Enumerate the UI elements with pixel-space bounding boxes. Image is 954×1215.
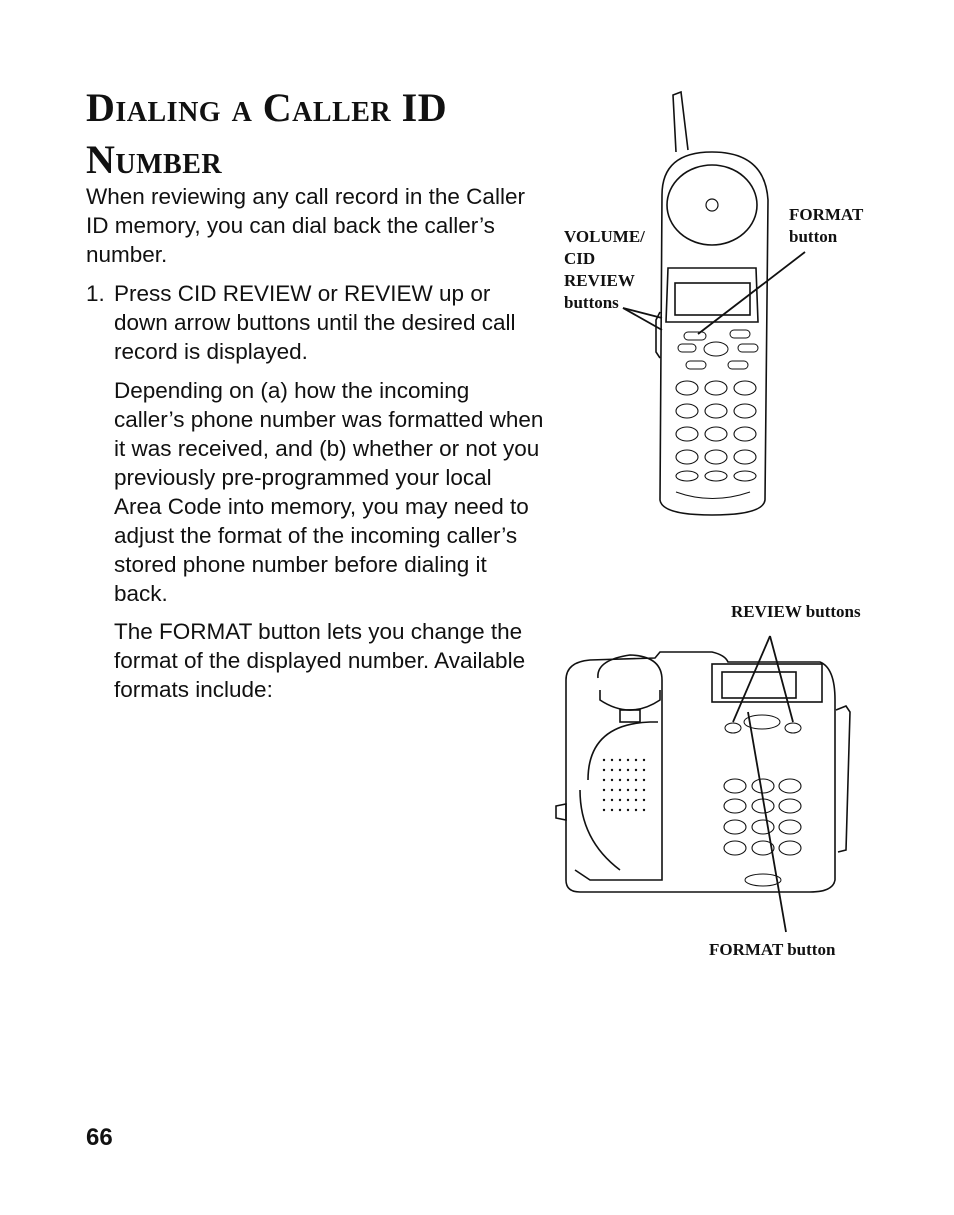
base-illustration [556, 652, 850, 892]
base-format-label: FORMAT button [709, 940, 836, 959]
title-line-2: Number [86, 137, 223, 182]
review-leader-line-right [770, 636, 793, 722]
step-text: Press CID REVIEW or REVIEW up or down arrow buttons until the desired call record is displayed. [114, 281, 516, 364]
format-explanation-paragraph: Depending on (a) how the incoming caller’s phone number was formatted when it was received, and (b) whether or not you previously pre-programmed your local Area Code into memory, you may need to adjust the format of the incoming caller’s stored phone number before dialing it back. [114, 378, 544, 606]
page-number: 66 [86, 1124, 113, 1151]
volume-cid-review-label: VOLUME/ CID REVIEW buttons [564, 227, 645, 312]
review-buttons-label: REVIEW buttons [731, 602, 861, 621]
intro-paragraph: When reviewing any call record in the Caller ID memory, you can dial back the caller’s number. [86, 184, 525, 267]
format-button-paragraph: The FORMAT button lets you change the format of the displayed number. Available formats include: [114, 619, 526, 702]
base-format-leader-line [748, 712, 786, 932]
handset-format-label: FORMAT button [789, 205, 864, 246]
step-number: 1. [86, 281, 105, 306]
handset-illustration [656, 92, 768, 515]
title-line-1: Dialing a Caller ID [86, 85, 448, 130]
review-leader-line-left [733, 636, 770, 722]
